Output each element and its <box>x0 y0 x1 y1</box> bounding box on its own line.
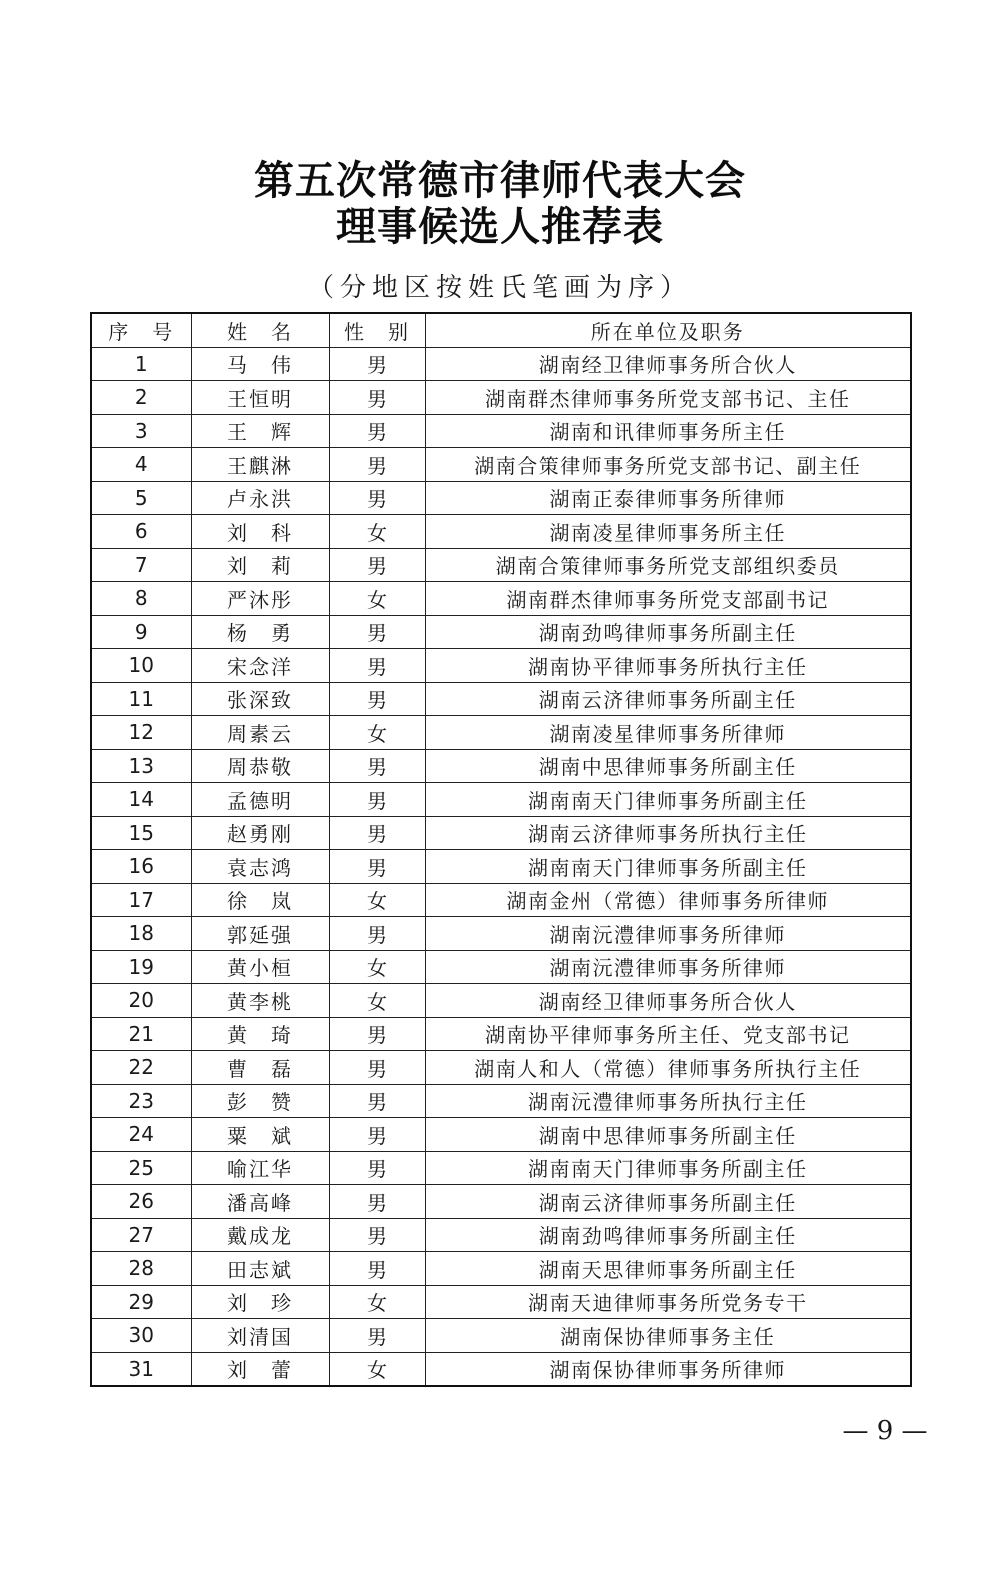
cell-unit: 湖南群杰律师事务所党支部副书记 <box>425 582 911 616</box>
table-header-row <box>91 313 911 347</box>
cell-gender: 男 <box>329 381 425 415</box>
cell-unit: 湖南保协律师事务主任 <box>425 1319 911 1353</box>
cell-name: 黄 琦 <box>191 1017 329 1051</box>
cell-unit: 湖南正泰律师事务所律师 <box>425 481 911 515</box>
cell-name: 潘高峰 <box>191 1185 329 1219</box>
cell-no: 12 <box>91 716 191 750</box>
cell-name: 赵勇刚 <box>191 816 329 850</box>
cell-unit: 湖南沅澧律师事务所律师 <box>425 950 911 984</box>
cell-name: 徐 岚 <box>191 883 329 917</box>
cell-name: 严沐彤 <box>191 582 329 616</box>
table-row <box>91 515 911 549</box>
cell-unit: 湖南凌星律师事务所主任 <box>425 515 911 549</box>
cell-unit: 湖南和讯律师事务所主任 <box>425 414 911 448</box>
cell-name: 卢永洪 <box>191 481 329 515</box>
cell-no: 19 <box>91 950 191 984</box>
table-row <box>91 381 911 415</box>
cell-unit: 湖南协平律师事务所主任、党支部书记 <box>425 1017 911 1051</box>
cell-unit: 湖南人和人（常德）律师事务所执行主任 <box>425 1051 911 1085</box>
cell-name: 张深致 <box>191 682 329 716</box>
table-row <box>91 1051 911 1085</box>
header-unit: 所在单位及职务 <box>425 313 911 347</box>
cell-no: 31 <box>91 1352 191 1386</box>
cell-gender: 男 <box>329 816 425 850</box>
cell-gender: 女 <box>329 582 425 616</box>
cell-gender: 男 <box>329 347 425 381</box>
cell-name: 戴成龙 <box>191 1218 329 1252</box>
cell-gender: 男 <box>329 414 425 448</box>
cell-gender: 女 <box>329 515 425 549</box>
table-row <box>91 1218 911 1252</box>
cell-name: 曹 磊 <box>191 1051 329 1085</box>
table-row <box>91 850 911 884</box>
cell-no: 5 <box>91 481 191 515</box>
cell-name: 黄李桃 <box>191 984 329 1018</box>
table-row <box>91 481 911 515</box>
table-row <box>91 984 911 1018</box>
cell-gender: 男 <box>329 1118 425 1152</box>
table-row <box>91 883 911 917</box>
cell-gender: 男 <box>329 615 425 649</box>
cell-name: 刘 科 <box>191 515 329 549</box>
cell-unit: 湖南南天门律师事务所副主任 <box>425 850 911 884</box>
table-row <box>91 1352 911 1386</box>
cell-name: 粟 斌 <box>191 1118 329 1152</box>
cell-gender: 男 <box>329 917 425 951</box>
table-row <box>91 1017 911 1051</box>
header-gender: 性 别 <box>329 313 425 347</box>
cell-gender: 男 <box>329 548 425 582</box>
table-row <box>91 548 911 582</box>
cell-unit: 湖南协平律师事务所执行主任 <box>425 649 911 683</box>
title-line-1: 第五次常德市律师代表大会 <box>254 157 746 204</box>
table-row <box>91 917 911 951</box>
cell-name: 袁志鸿 <box>191 850 329 884</box>
cell-gender: 男 <box>329 1218 425 1252</box>
cell-gender: 男 <box>329 481 425 515</box>
cell-unit: 湖南沅澧律师事务所执行主任 <box>425 1084 911 1118</box>
cell-no: 21 <box>91 1017 191 1051</box>
table-row <box>91 615 911 649</box>
cell-unit: 湖南天迪律师事务所党务专干 <box>425 1285 911 1319</box>
cell-gender: 男 <box>329 1319 425 1353</box>
cell-no: 6 <box>91 515 191 549</box>
cell-gender: 女 <box>329 716 425 750</box>
page-number: — 9 — <box>842 1416 928 1446</box>
cell-no: 9 <box>91 615 191 649</box>
cell-unit: 湖南云济律师事务所副主任 <box>425 682 911 716</box>
cell-gender: 女 <box>329 984 425 1018</box>
cell-gender: 男 <box>329 1185 425 1219</box>
cell-no: 14 <box>91 783 191 817</box>
cell-name: 田志斌 <box>191 1252 329 1286</box>
cell-no: 3 <box>91 414 191 448</box>
cell-gender: 女 <box>329 883 425 917</box>
cell-gender: 男 <box>329 448 425 482</box>
cell-no: 23 <box>91 1084 191 1118</box>
cell-name: 王麒淋 <box>191 448 329 482</box>
cell-gender: 男 <box>329 1017 425 1051</box>
cell-no: 30 <box>91 1319 191 1353</box>
header-name: 姓 名 <box>191 313 329 347</box>
cell-gender: 男 <box>329 1051 425 1085</box>
cell-no: 11 <box>91 682 191 716</box>
cell-unit: 湖南云济律师事务所副主任 <box>425 1185 911 1219</box>
cell-gender: 女 <box>329 950 425 984</box>
cell-name: 马 伟 <box>191 347 329 381</box>
table-row <box>91 783 911 817</box>
cell-no: 8 <box>91 582 191 616</box>
document-title <box>0 158 1000 250</box>
cell-no: 13 <box>91 749 191 783</box>
cell-gender: 男 <box>329 682 425 716</box>
cell-unit: 湖南劲鸣律师事务所副主任 <box>425 1218 911 1252</box>
cell-name: 杨 勇 <box>191 615 329 649</box>
table-row <box>91 1252 911 1286</box>
cell-no: 7 <box>91 548 191 582</box>
cell-gender: 男 <box>329 649 425 683</box>
candidate-table <box>90 312 912 1387</box>
cell-no: 20 <box>91 984 191 1018</box>
cell-unit: 湖南沅澧律师事务所律师 <box>425 917 911 951</box>
cell-unit: 湖南群杰律师事务所党支部书记、主任 <box>425 381 911 415</box>
cell-name: 刘 莉 <box>191 548 329 582</box>
cell-name: 王 辉 <box>191 414 329 448</box>
cell-unit: 湖南南天门律师事务所副主任 <box>425 783 911 817</box>
table-row <box>91 749 911 783</box>
cell-unit: 湖南劲鸣律师事务所副主任 <box>425 615 911 649</box>
cell-unit: 湖南经卫律师事务所合伙人 <box>425 984 911 1018</box>
cell-gender: 男 <box>329 1084 425 1118</box>
table-row <box>91 448 911 482</box>
table-body <box>91 347 911 1386</box>
cell-gender: 男 <box>329 1252 425 1286</box>
table-row <box>91 582 911 616</box>
cell-name: 周素云 <box>191 716 329 750</box>
cell-no: 27 <box>91 1218 191 1252</box>
table-row <box>91 816 911 850</box>
table-row <box>91 414 911 448</box>
cell-no: 24 <box>91 1118 191 1152</box>
cell-gender: 女 <box>329 1285 425 1319</box>
cell-no: 15 <box>91 816 191 850</box>
cell-unit: 湖南金州（常德）律师事务所律师 <box>425 883 911 917</box>
cell-unit: 湖南合策律师事务所党支部组织委员 <box>425 548 911 582</box>
cell-unit: 湖南中思律师事务所副主任 <box>425 749 911 783</box>
cell-name: 刘 蕾 <box>191 1352 329 1386</box>
cell-name: 郭延强 <box>191 917 329 951</box>
title-line-2: 理事候选人推荐表 <box>336 203 664 250</box>
header-no: 序 号 <box>91 313 191 347</box>
table-row <box>91 347 911 381</box>
cell-name: 刘清国 <box>191 1319 329 1353</box>
cell-no: 26 <box>91 1185 191 1219</box>
cell-gender: 男 <box>329 1151 425 1185</box>
table-row <box>91 1285 911 1319</box>
cell-no: 28 <box>91 1252 191 1286</box>
cell-name: 喻江华 <box>191 1151 329 1185</box>
cell-unit: 湖南南天门律师事务所副主任 <box>425 1151 911 1185</box>
table-row <box>91 1118 911 1152</box>
cell-gender: 男 <box>329 749 425 783</box>
cell-no: 29 <box>91 1285 191 1319</box>
table-row <box>91 1319 911 1353</box>
table-row <box>91 716 911 750</box>
cell-name: 孟德明 <box>191 783 329 817</box>
table-row <box>91 1084 911 1118</box>
cell-name: 刘 珍 <box>191 1285 329 1319</box>
cell-name: 宋念洋 <box>191 649 329 683</box>
table-row <box>91 1151 911 1185</box>
cell-name: 黄小桓 <box>191 950 329 984</box>
table-row <box>91 950 911 984</box>
cell-name: 彭 赞 <box>191 1084 329 1118</box>
cell-name: 周恭敬 <box>191 749 329 783</box>
cell-gender: 男 <box>329 850 425 884</box>
cell-unit: 湖南云济律师事务所执行主任 <box>425 816 911 850</box>
cell-no: 10 <box>91 649 191 683</box>
subtitle: （分地区按姓氏笔画为序） <box>307 273 692 303</box>
cell-no: 2 <box>91 381 191 415</box>
cell-no: 4 <box>91 448 191 482</box>
cell-unit: 湖南天思律师事务所副主任 <box>425 1252 911 1286</box>
cell-name: 王恒明 <box>191 381 329 415</box>
cell-no: 18 <box>91 917 191 951</box>
cell-no: 16 <box>91 850 191 884</box>
cell-gender: 男 <box>329 783 425 817</box>
cell-unit: 湖南中思律师事务所副主任 <box>425 1118 911 1152</box>
cell-unit: 湖南凌星律师事务所律师 <box>425 716 911 750</box>
cell-no: 25 <box>91 1151 191 1185</box>
cell-unit: 湖南合策律师事务所党支部书记、副主任 <box>425 448 911 482</box>
cell-gender: 女 <box>329 1352 425 1386</box>
cell-unit: 湖南经卫律师事务所合伙人 <box>425 347 911 381</box>
table-row <box>91 1185 911 1219</box>
table-row <box>91 682 911 716</box>
cell-no: 17 <box>91 883 191 917</box>
cell-unit: 湖南保协律师事务所律师 <box>425 1352 911 1386</box>
cell-no: 22 <box>91 1051 191 1085</box>
table-row <box>91 649 911 683</box>
cell-no: 1 <box>91 347 191 381</box>
